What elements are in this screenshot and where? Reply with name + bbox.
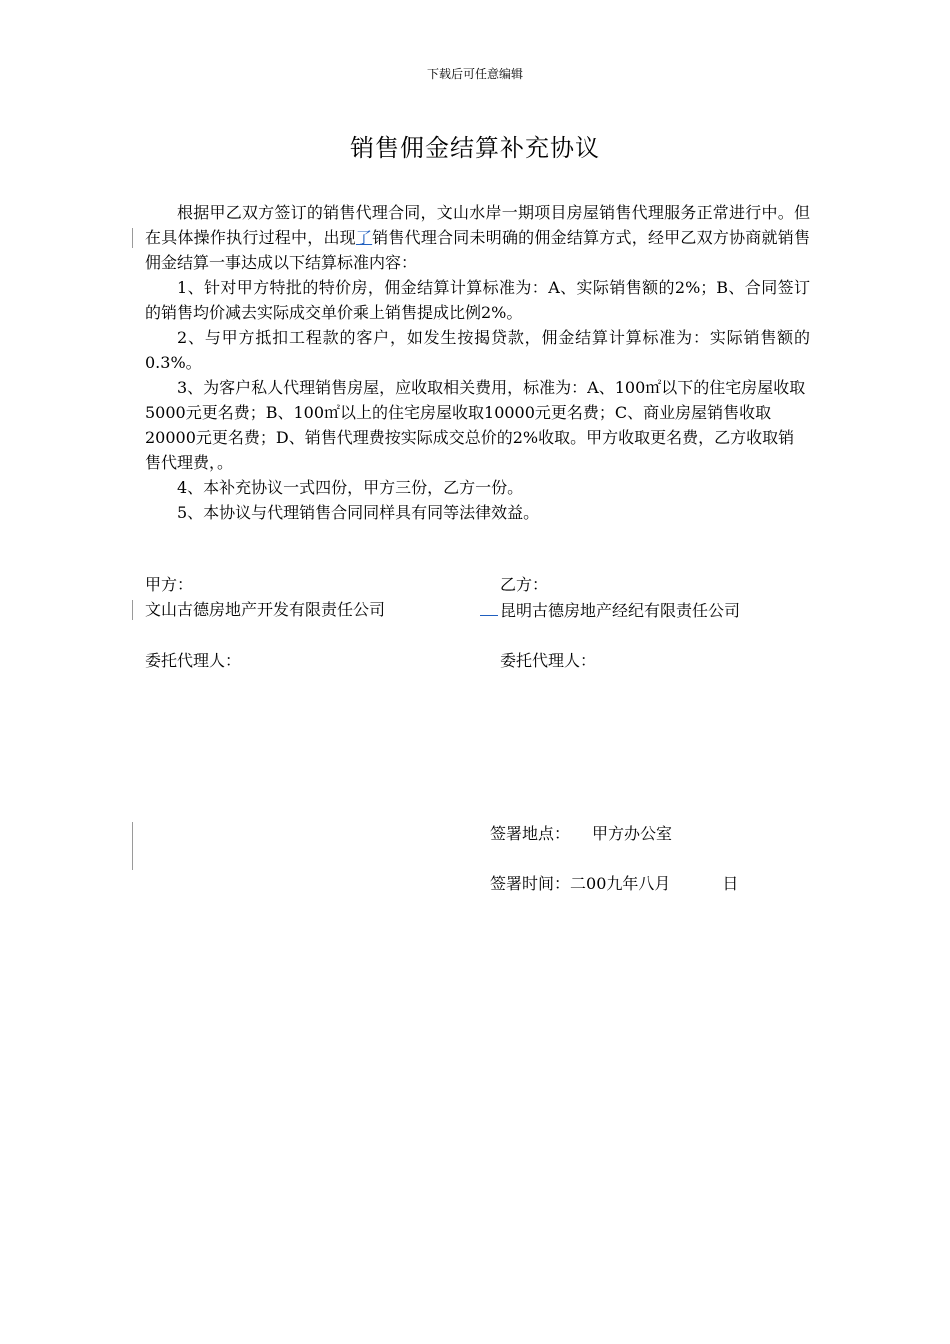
signing-time-value: 二00九年八月 — [570, 874, 671, 893]
party-b-label: 乙方： — [500, 575, 549, 594]
signing-place-label: 签署地点： — [490, 824, 571, 843]
page-header-note: 下载后可任意编辑 — [426, 67, 523, 81]
change-bar-party — [132, 600, 133, 620]
agreement-body — [145, 200, 810, 525]
clause-4: 4、本补充协议一式四份，甲方三份，乙方一份。 — [177, 478, 524, 497]
party-a-name: 文山古德房地产开发有限责任公司 — [145, 600, 386, 619]
intro-paragraph — [145, 200, 810, 275]
signing-place-value: 甲方办公室 — [592, 824, 673, 843]
insertion-underline-mark — [480, 597, 498, 616]
intro-text-b: 销售代理合同未明确的佣金结算方式，经甲乙双方协商就销售佣金结算一事达成以下结算标准内容： — [145, 228, 810, 272]
clause-3: 3、为客户私人代理销售房屋，应收取相关费用，标准为：A、100㎡以下的住宅房屋收取5000元更名费；B、100㎡以上的住宅房屋收取10000元更名费；C、商业房屋销售收取20000元更名费；D、销售代理费按实际成交总价的2%收取。甲方收取更名费，乙方收取销售代理费，。 — [145, 378, 806, 472]
intro-text-a: 根据甲乙双方签订的销售代理合同，文山水岸一期项目房屋销售代理服务正常进行中。但在具体操作执行过程中，出现 — [145, 203, 810, 247]
signing-place-row — [490, 821, 672, 846]
party-b-row — [480, 597, 740, 623]
signing-day-label: 日 — [722, 874, 739, 893]
signing-time-row — [490, 871, 738, 896]
party-a-label: 甲方： — [145, 575, 194, 594]
document-title: 销售佣金结算补充协议 — [350, 134, 600, 162]
clause-5: 5、本协议与代理销售合同同样具有同等法律效益。 — [177, 503, 540, 522]
signing-time-label: 签署时间： — [490, 874, 571, 893]
party-b-name: 昆明古德房地产经纪有限责任公司 — [500, 601, 741, 620]
agent-b-label: 委托代理人： — [500, 651, 597, 670]
tracked-insertion: 了 — [355, 228, 373, 247]
change-bar-intro — [132, 228, 133, 248]
clause-1: 1、针对甲方特批的特价房，佣金结算计算标准为：A、实际销售额的2%；B、合同签订的销售均价减去实际成交单价乘上销售提成比例2%。 — [145, 278, 810, 322]
change-bar-signing — [132, 822, 133, 870]
clause-2: 2、与甲方抵扣工程款的客户，如发生按揭贷款，佣金结算计算标准为：实际销售额的0.3%。 — [145, 328, 810, 372]
agent-a-label: 委托代理人： — [145, 651, 242, 670]
